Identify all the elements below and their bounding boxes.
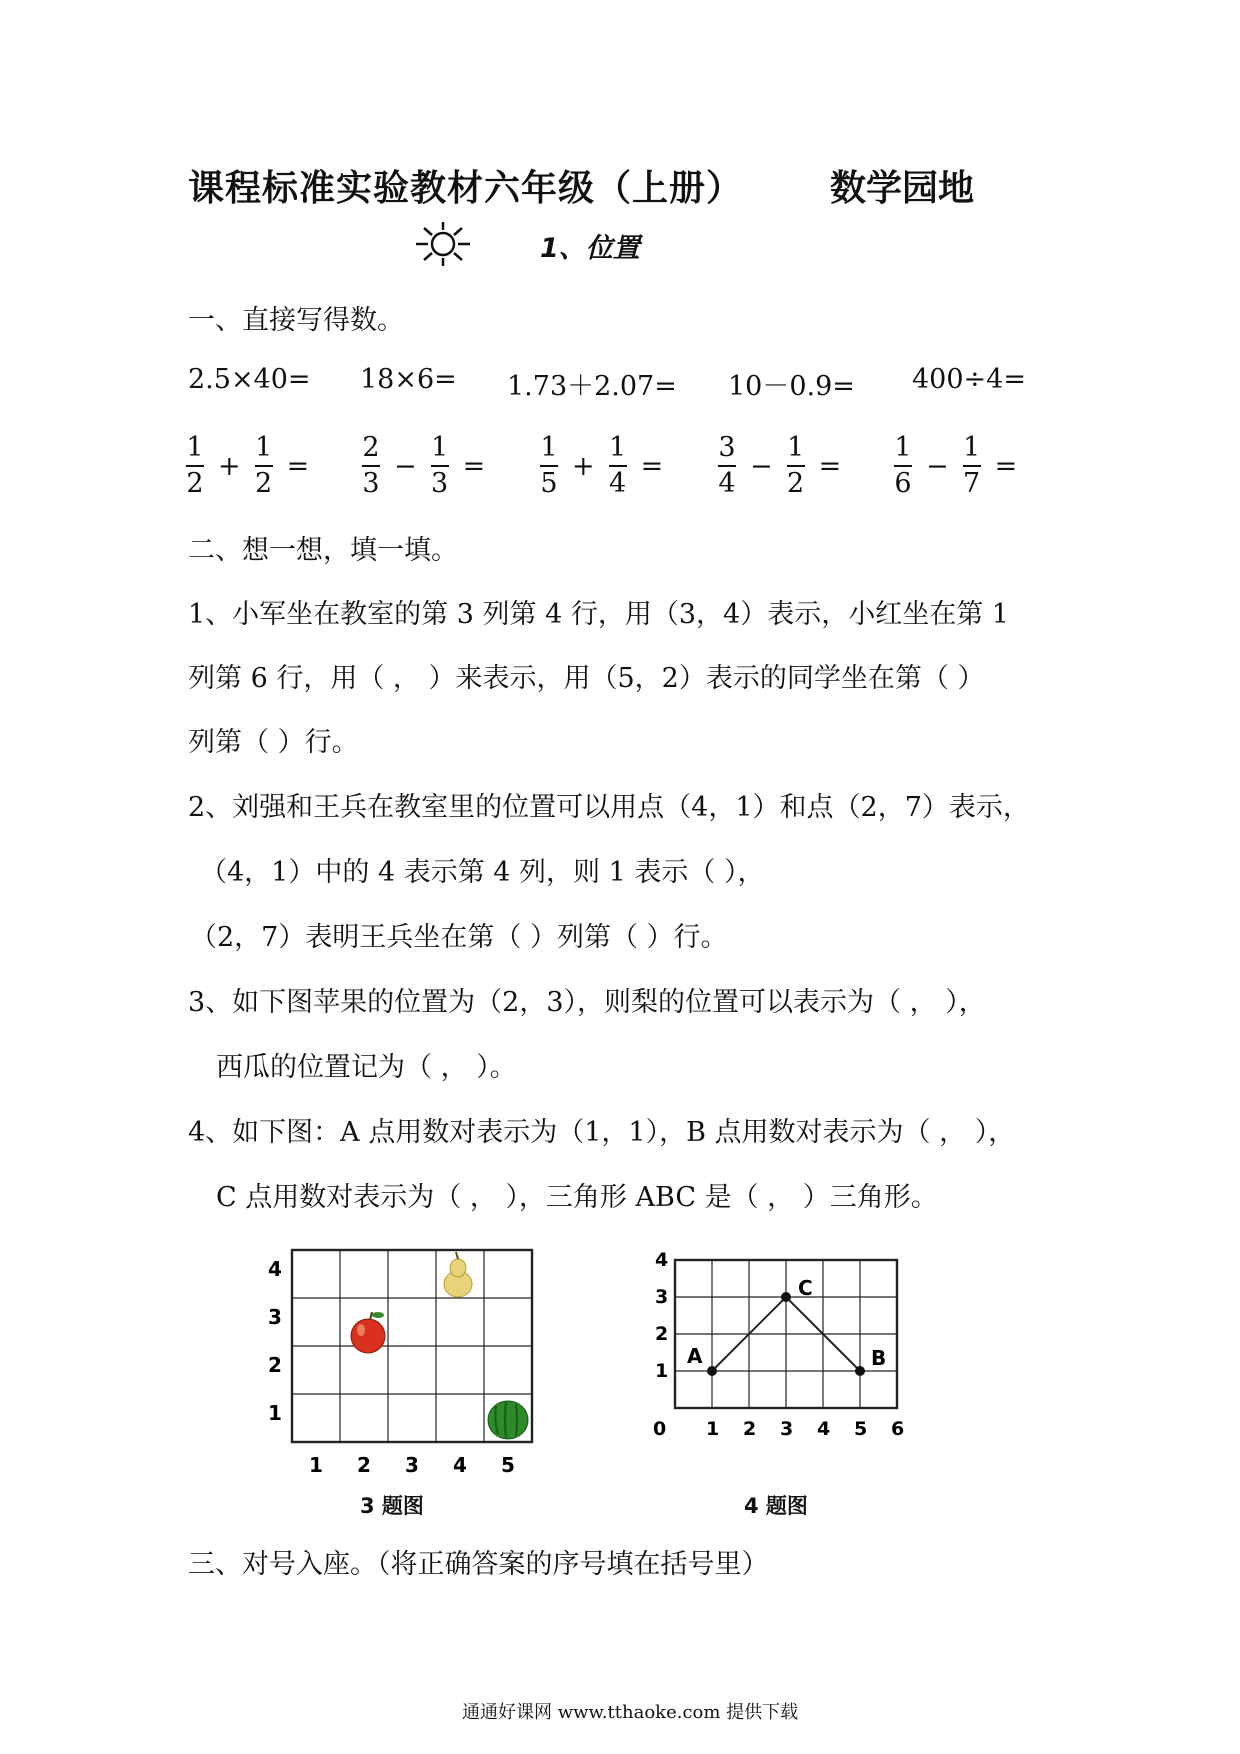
fig4-x-label-5: 5 xyxy=(854,1418,868,1440)
fig3-x-label-2: 2 xyxy=(357,1453,371,1477)
q1-line3: 列第（ ）行。 xyxy=(188,727,359,758)
apple-icon xyxy=(351,1312,385,1353)
fig3-y-label-3: 3 xyxy=(268,1305,282,1329)
q2-line2: （4，1）中的 4 表示第 4 列，则 1 表示（ ）， xyxy=(200,857,765,888)
page-title: 课程标准实验教材六年级（上册） xyxy=(188,167,744,209)
fig4-y-label-2: 2 xyxy=(655,1323,669,1345)
fig4-x-label-4: 4 xyxy=(817,1418,831,1440)
point-c-label: C xyxy=(798,1276,813,1300)
q4-line2: C 点用数对表示为（ ， ），三角形 ABC 是（ ， ）三角形。 xyxy=(216,1182,938,1213)
fig3-y-label-1: 1 xyxy=(268,1401,282,1425)
q2-line1: 2、刘强和王兵在教室里的位置可以用点（4，1）和点（2，7）表示， xyxy=(188,792,1030,823)
fig3-x-label-4: 4 xyxy=(453,1453,467,1477)
q4-line1: 4、如下图：A 点用数对表示为（1，1），B 点用数对表示为（ ， ）， xyxy=(188,1117,1016,1148)
point-a-label: A xyxy=(687,1344,703,1368)
q3-line2: 西瓜的位置记为（ ， ）。 xyxy=(216,1052,517,1083)
fig4-x-label-3: 3 xyxy=(780,1418,794,1440)
fig4-x-label-1: 1 xyxy=(706,1418,720,1440)
fig3-x-label-3: 3 xyxy=(405,1453,419,1477)
pear-icon xyxy=(444,1252,472,1297)
calc-2: 18×6= xyxy=(360,364,457,395)
fig3-y-label-4: 4 xyxy=(268,1257,282,1281)
section2-heading: 二、想一想，填一填。 xyxy=(188,535,458,566)
calc-4: 10－0.9= xyxy=(728,371,855,402)
figure3-caption: 3 题图 xyxy=(360,1494,424,1518)
point-c xyxy=(781,1292,791,1302)
figure4-caption: 4 题图 xyxy=(744,1494,808,1518)
q1-line2: 列第 6 行，用（ ， ）来表示，用（5，2）表示的同学坐在第（ ） xyxy=(188,663,985,694)
fig4-y-label-4: 4 xyxy=(655,1249,669,1271)
fig4-x-label-2: 2 xyxy=(743,1418,757,1440)
q1-line1: 1、小军坐在教室的第 3 列第 4 行，用（3，4）表示，小红坐在第 1 xyxy=(188,599,1009,630)
fig4-y-label-3: 3 xyxy=(655,1286,669,1308)
fig4-y-label-1: 1 xyxy=(655,1360,669,1382)
point-b-label: B xyxy=(871,1346,887,1370)
fraction-expr-1: $\frac{1}{2}$ + $\frac{1}{2}$ = xyxy=(186,432,310,499)
fig4-x-label-6: 6 xyxy=(891,1418,905,1440)
fraction-expr-4: $\frac{3}{4}$ − $\frac{1}{2}$ = xyxy=(718,432,842,499)
q2-line3: （2，7）表明王兵坐在第（ ）列第（ ）行。 xyxy=(190,922,728,953)
calc-5: 400÷4= xyxy=(912,364,1026,395)
fig4-x-label-0: 0 xyxy=(653,1418,667,1440)
footer-credit: 通通好课网 www.tthaoke.com 提供下载 xyxy=(462,1702,799,1723)
figure4-grid xyxy=(645,1245,925,1455)
sun-icon xyxy=(410,220,476,268)
section1-heading: 一、直接写得数。 xyxy=(188,305,404,336)
fraction-expr-3: $\frac{1}{5}$ + $\frac{1}{4}$ = xyxy=(540,432,664,499)
calc-3: 1.73＋2.07= xyxy=(507,371,677,402)
watermelon-icon xyxy=(488,1401,528,1439)
q3-line1: 3、如下图苹果的位置为（2，3），则梨的位置可以表示为（ ， ）， xyxy=(188,987,986,1018)
point-a xyxy=(707,1366,717,1376)
fig3-x-label-1: 1 xyxy=(309,1453,323,1477)
figure3-grid xyxy=(250,1230,550,1480)
point-b xyxy=(855,1366,865,1376)
fig3-y-label-2: 2 xyxy=(268,1353,282,1377)
fig3-x-label-5: 5 xyxy=(501,1453,515,1477)
calc-1: 2.5×40= xyxy=(188,364,311,395)
page-title-right: 数学园地 xyxy=(830,167,975,209)
fraction-expr-5: $\frac{1}{6}$ − $\frac{1}{7}$ = xyxy=(894,432,1018,499)
section3-heading: 三、对号入座。（将正确答案的序号填在括号里） xyxy=(188,1549,769,1580)
lesson-title: 1、位置 xyxy=(540,233,640,264)
fraction-expr-2: $\frac{2}{3}$ − $\frac{1}{3}$ = xyxy=(362,432,486,499)
